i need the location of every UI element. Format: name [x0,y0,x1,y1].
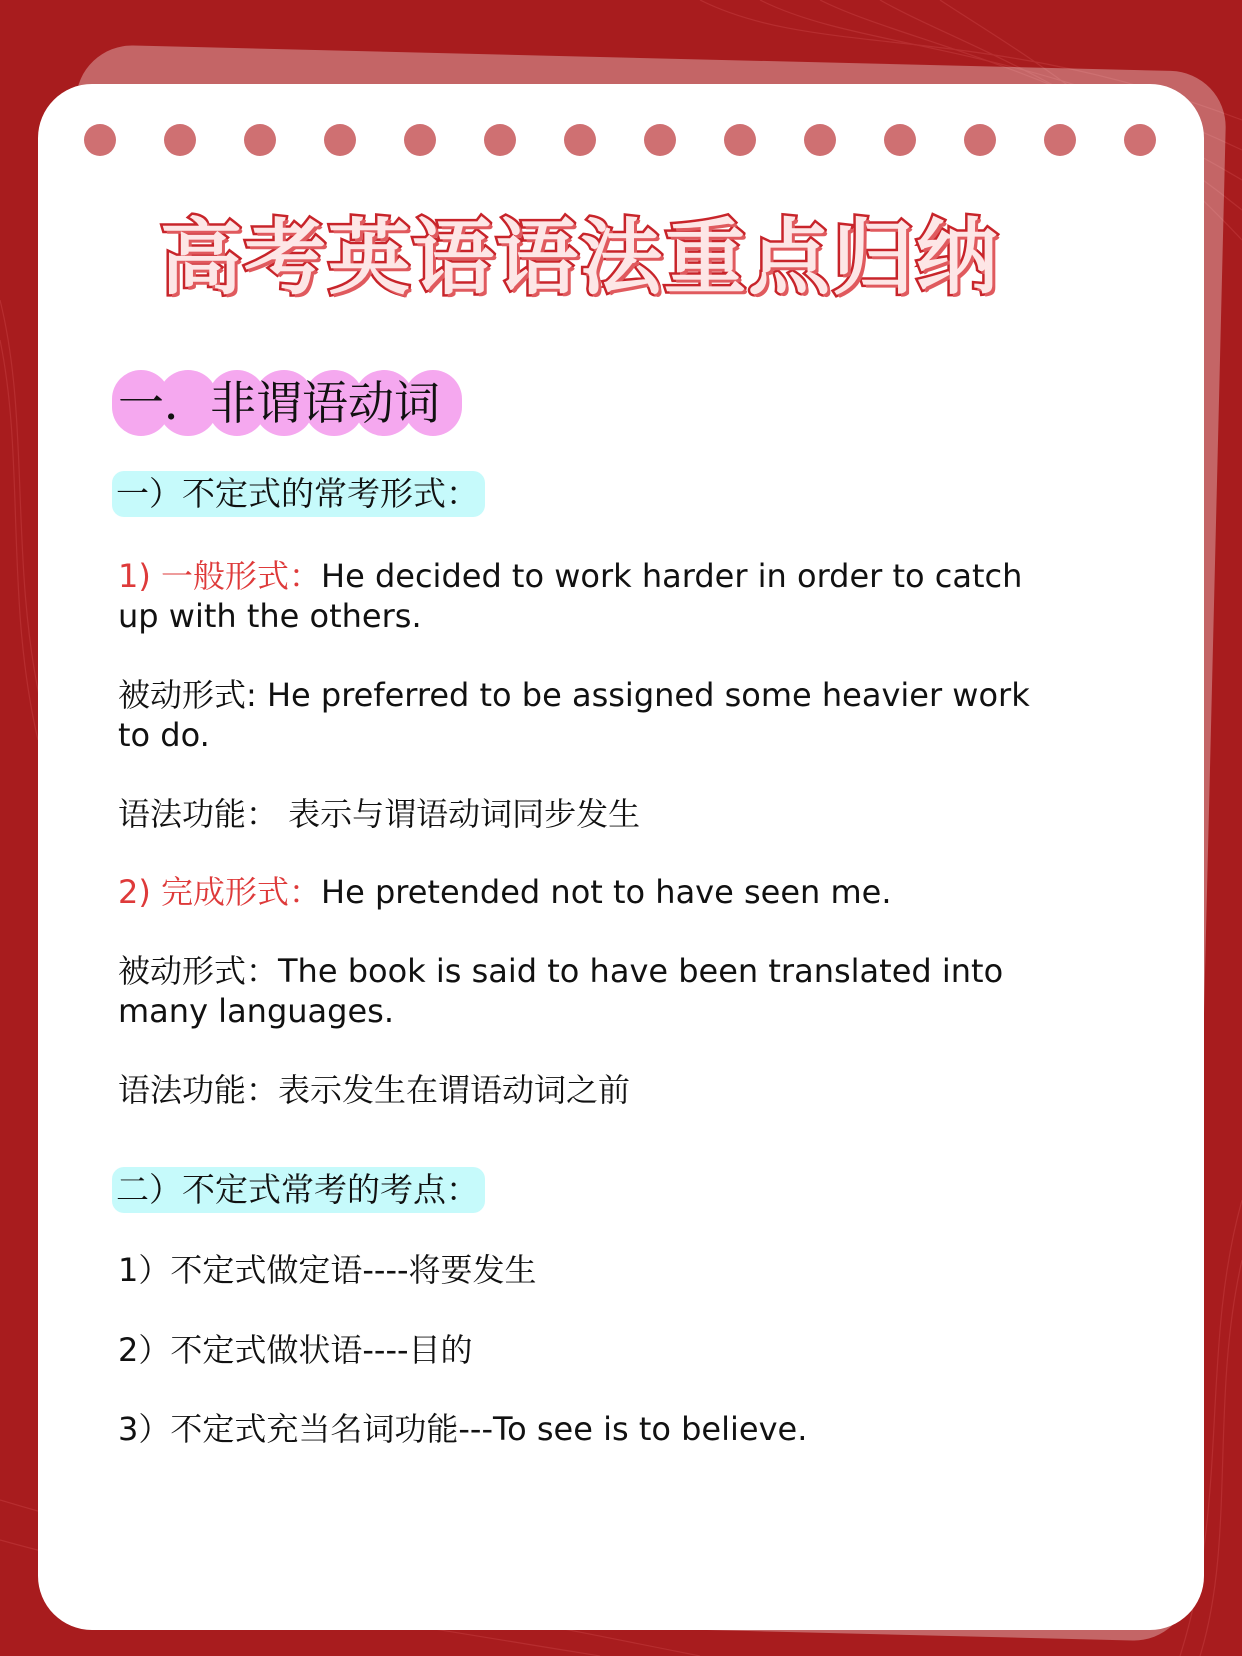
paragraph-grammar-function-2 [118,1070,1048,1110]
binder-dot [84,124,116,156]
item-text: 语法功能：表示发生在谓语动词之前 [118,1071,631,1109]
binder-dot [244,124,276,156]
item-text: He decided to work harder in order to catch up with the others. [118,557,1023,635]
binder-dot [324,124,356,156]
binder-dot [804,124,836,156]
paragraph-general-form [118,556,1048,636]
item-text: 语法功能： 表示与谓语动词同步发生 [118,795,641,833]
binder-dot [564,124,596,156]
binder-dot [1044,124,1076,156]
paragraph-grammar-function [118,794,1048,834]
paragraph-passive-form [118,675,1048,755]
list-item: 1）不定式做定语----将要发生 [118,1251,537,1289]
binder-dot [1124,124,1156,156]
item-label: 2) 完成形式： [118,873,322,911]
binder-dot [644,124,676,156]
list-item: 2）不定式做状语----目的 [118,1331,473,1369]
binder-dot [484,124,516,156]
binder-dot [164,124,196,156]
binder-dot [404,124,436,156]
subheading-infinitive-forms: 一）不定式的常考形式： [112,471,485,517]
binder-dots [84,124,1164,158]
binder-dot [724,124,756,156]
note-card [38,84,1204,1630]
paragraph-perfect-form [118,872,1048,912]
subheading-test-points: 二）不定式常考的考点： [112,1167,485,1213]
item-text: He pretended not to have seen me. [321,873,892,911]
list-item: 3）不定式充当名词功能---To see is to believe. [118,1410,808,1448]
binder-dot [884,124,916,156]
binder-dot [964,124,996,156]
section-heading-text: 一．非谓语动词 [118,376,440,430]
page-title: 高考英语语法重点归纳 [159,211,1000,306]
item-text: 被动形式: He preferred to be assigned some heavier work to do. [118,676,1030,754]
item-text: 被动形式：The book is said to have been translated into many languages. [118,952,1004,1030]
item-label: 1) 一般形式： [118,557,322,595]
paragraph-perfect-passive [118,951,1048,1031]
